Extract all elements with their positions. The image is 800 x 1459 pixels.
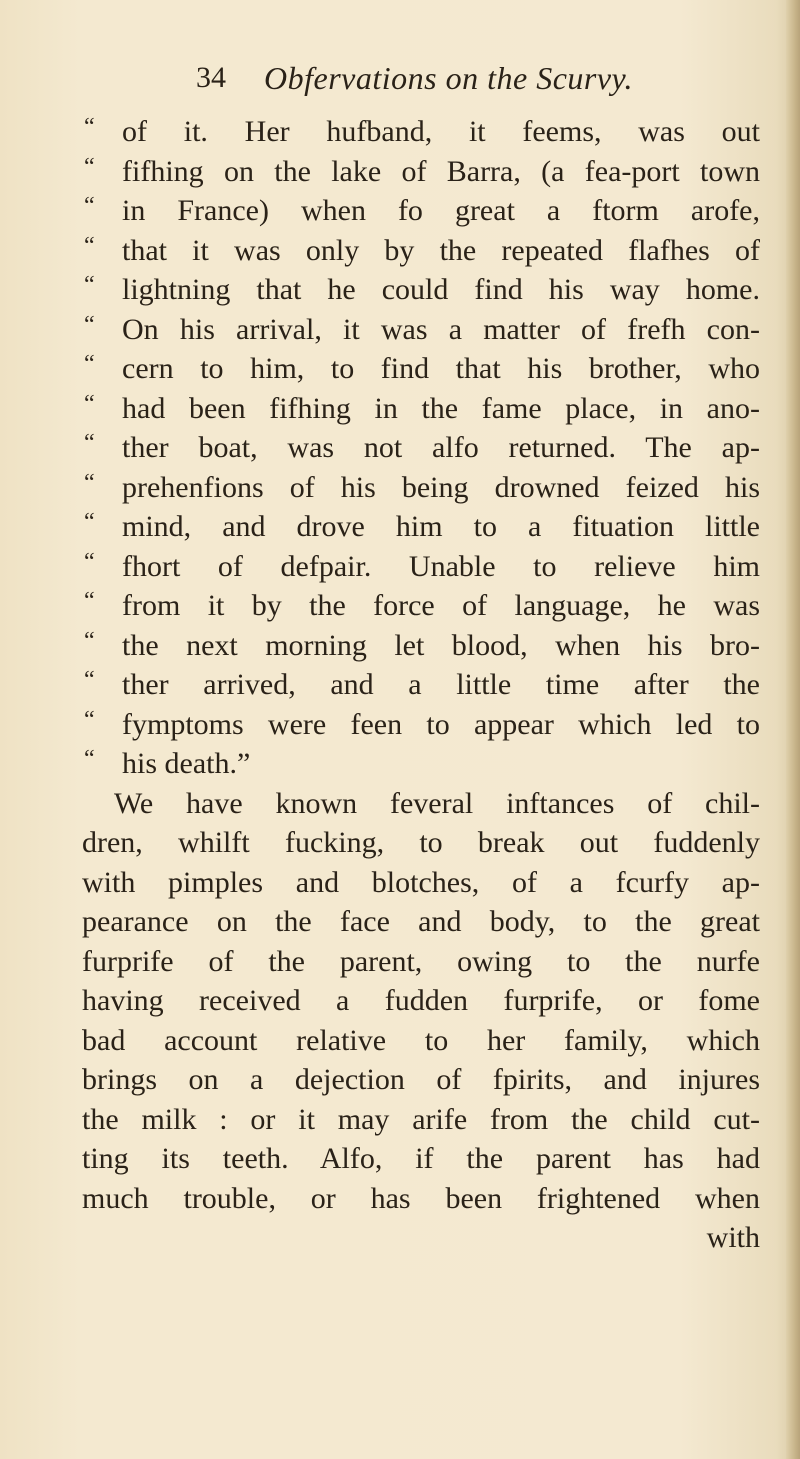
line-text: brings on a dejection of fpirits, and injures (82, 1063, 760, 1096)
text-line (82, 468, 760, 508)
line-text: that it was only by the repeated flafhes of (122, 233, 760, 267)
line-text: ting its teeth. Alfo, if the parent has had (82, 1142, 760, 1175)
line-text: with pimples and blotches, of a fcurfy ap- (82, 865, 760, 899)
text-line (82, 112, 760, 152)
quote-mark: “ (84, 232, 95, 259)
quote-mark: “ (84, 548, 95, 575)
text-line (82, 1060, 760, 1100)
line-text: his death.” (122, 747, 251, 780)
quote-mark: “ (84, 430, 95, 456)
line-text: pearance on the face and body, to the great (82, 905, 760, 938)
text-line (82, 744, 760, 784)
quote-mark: “ (84, 272, 95, 298)
page-edge (786, 0, 800, 1459)
text-line (82, 349, 760, 389)
line-text: fymptoms were feen to appear which led to (122, 707, 760, 741)
line-text: the next morning let blood, when his bro- (122, 628, 760, 662)
line-text: having received a fudden furprife, or fome (82, 984, 760, 1017)
text-line (82, 626, 760, 666)
text-line (82, 1021, 760, 1061)
line-text: from it by the force of language, he was (122, 589, 760, 622)
text-line (82, 823, 760, 863)
text-line (82, 902, 760, 942)
quote-mark: “ (84, 627, 95, 654)
line-text: fifhing on the lake of Barra, (a fea-port town (122, 154, 760, 188)
line-text: cern to him, to find that his brother, who (122, 352, 760, 385)
text-line (82, 270, 760, 310)
text-line (82, 1139, 760, 1179)
text-line (82, 705, 760, 745)
text-line (82, 586, 760, 626)
body-text (82, 112, 760, 1258)
line-text: had been fifhing in the fame place, in ano- (122, 391, 760, 425)
quote-mark: “ (84, 588, 95, 614)
line-text: fhort of defpair. Unable to relieve him (122, 549, 760, 583)
line-text: ther boat, was not alfo returned. The ap- (122, 431, 760, 464)
line-text: dren, whilft fucking, to break out fuddenly (82, 826, 760, 859)
text-line (82, 231, 760, 271)
running-head: Obfervations on the Scurvy. (264, 60, 633, 96)
line-text: in France) when fo great a ftorm arofe, (122, 194, 760, 227)
line-text: of it. Her hufband, it feems, was out (122, 115, 760, 148)
text-line (82, 981, 760, 1021)
page-header (196, 58, 756, 98)
quote-mark: “ (84, 153, 95, 180)
text-line (82, 784, 760, 824)
line-text: bad account relative to her family, which (82, 1023, 760, 1057)
text-line (82, 310, 760, 350)
text-line (82, 191, 760, 231)
quote-mark: “ (84, 509, 95, 535)
quote-mark: “ (84, 193, 95, 219)
text-line (82, 942, 760, 982)
text-line (82, 863, 760, 903)
line-text: lightning that he could find his way home. (122, 273, 760, 306)
line-text: mind, and drove him to a fituation little (122, 510, 760, 543)
page-number: 34 (196, 61, 226, 94)
quote-mark: “ (84, 114, 95, 140)
quote-mark: “ (84, 311, 95, 338)
text-line (82, 1218, 760, 1258)
quote-mark: “ (84, 746, 95, 772)
quote-mark: “ (84, 667, 95, 693)
text-line (82, 1100, 760, 1140)
line-text: much trouble, or has been frightened when (82, 1181, 760, 1215)
line-text: On his arrival, it was a matter of frefh con- (122, 312, 760, 346)
line-text: the milk : or it may arife from the child cut- (82, 1102, 760, 1136)
text-line (82, 152, 760, 192)
text-line (82, 665, 760, 705)
text-line (82, 507, 760, 547)
line-text: prehenfions of his being drowned feized his (122, 470, 760, 504)
line-text: with (706, 1221, 760, 1254)
line-text: ther arrived, and a little time after the (122, 668, 760, 701)
text-line (82, 547, 760, 587)
text-line (82, 1179, 760, 1219)
quote-mark: “ (84, 390, 95, 417)
quote-mark: “ (84, 706, 95, 733)
line-text: We have known feveral inftances of chil- (114, 786, 760, 820)
text-line (82, 428, 760, 468)
line-text: furprife of the parent, owing to the nurfe (82, 944, 760, 978)
text-line (82, 389, 760, 429)
quote-mark: “ (84, 351, 95, 377)
quote-mark: “ (84, 469, 95, 496)
